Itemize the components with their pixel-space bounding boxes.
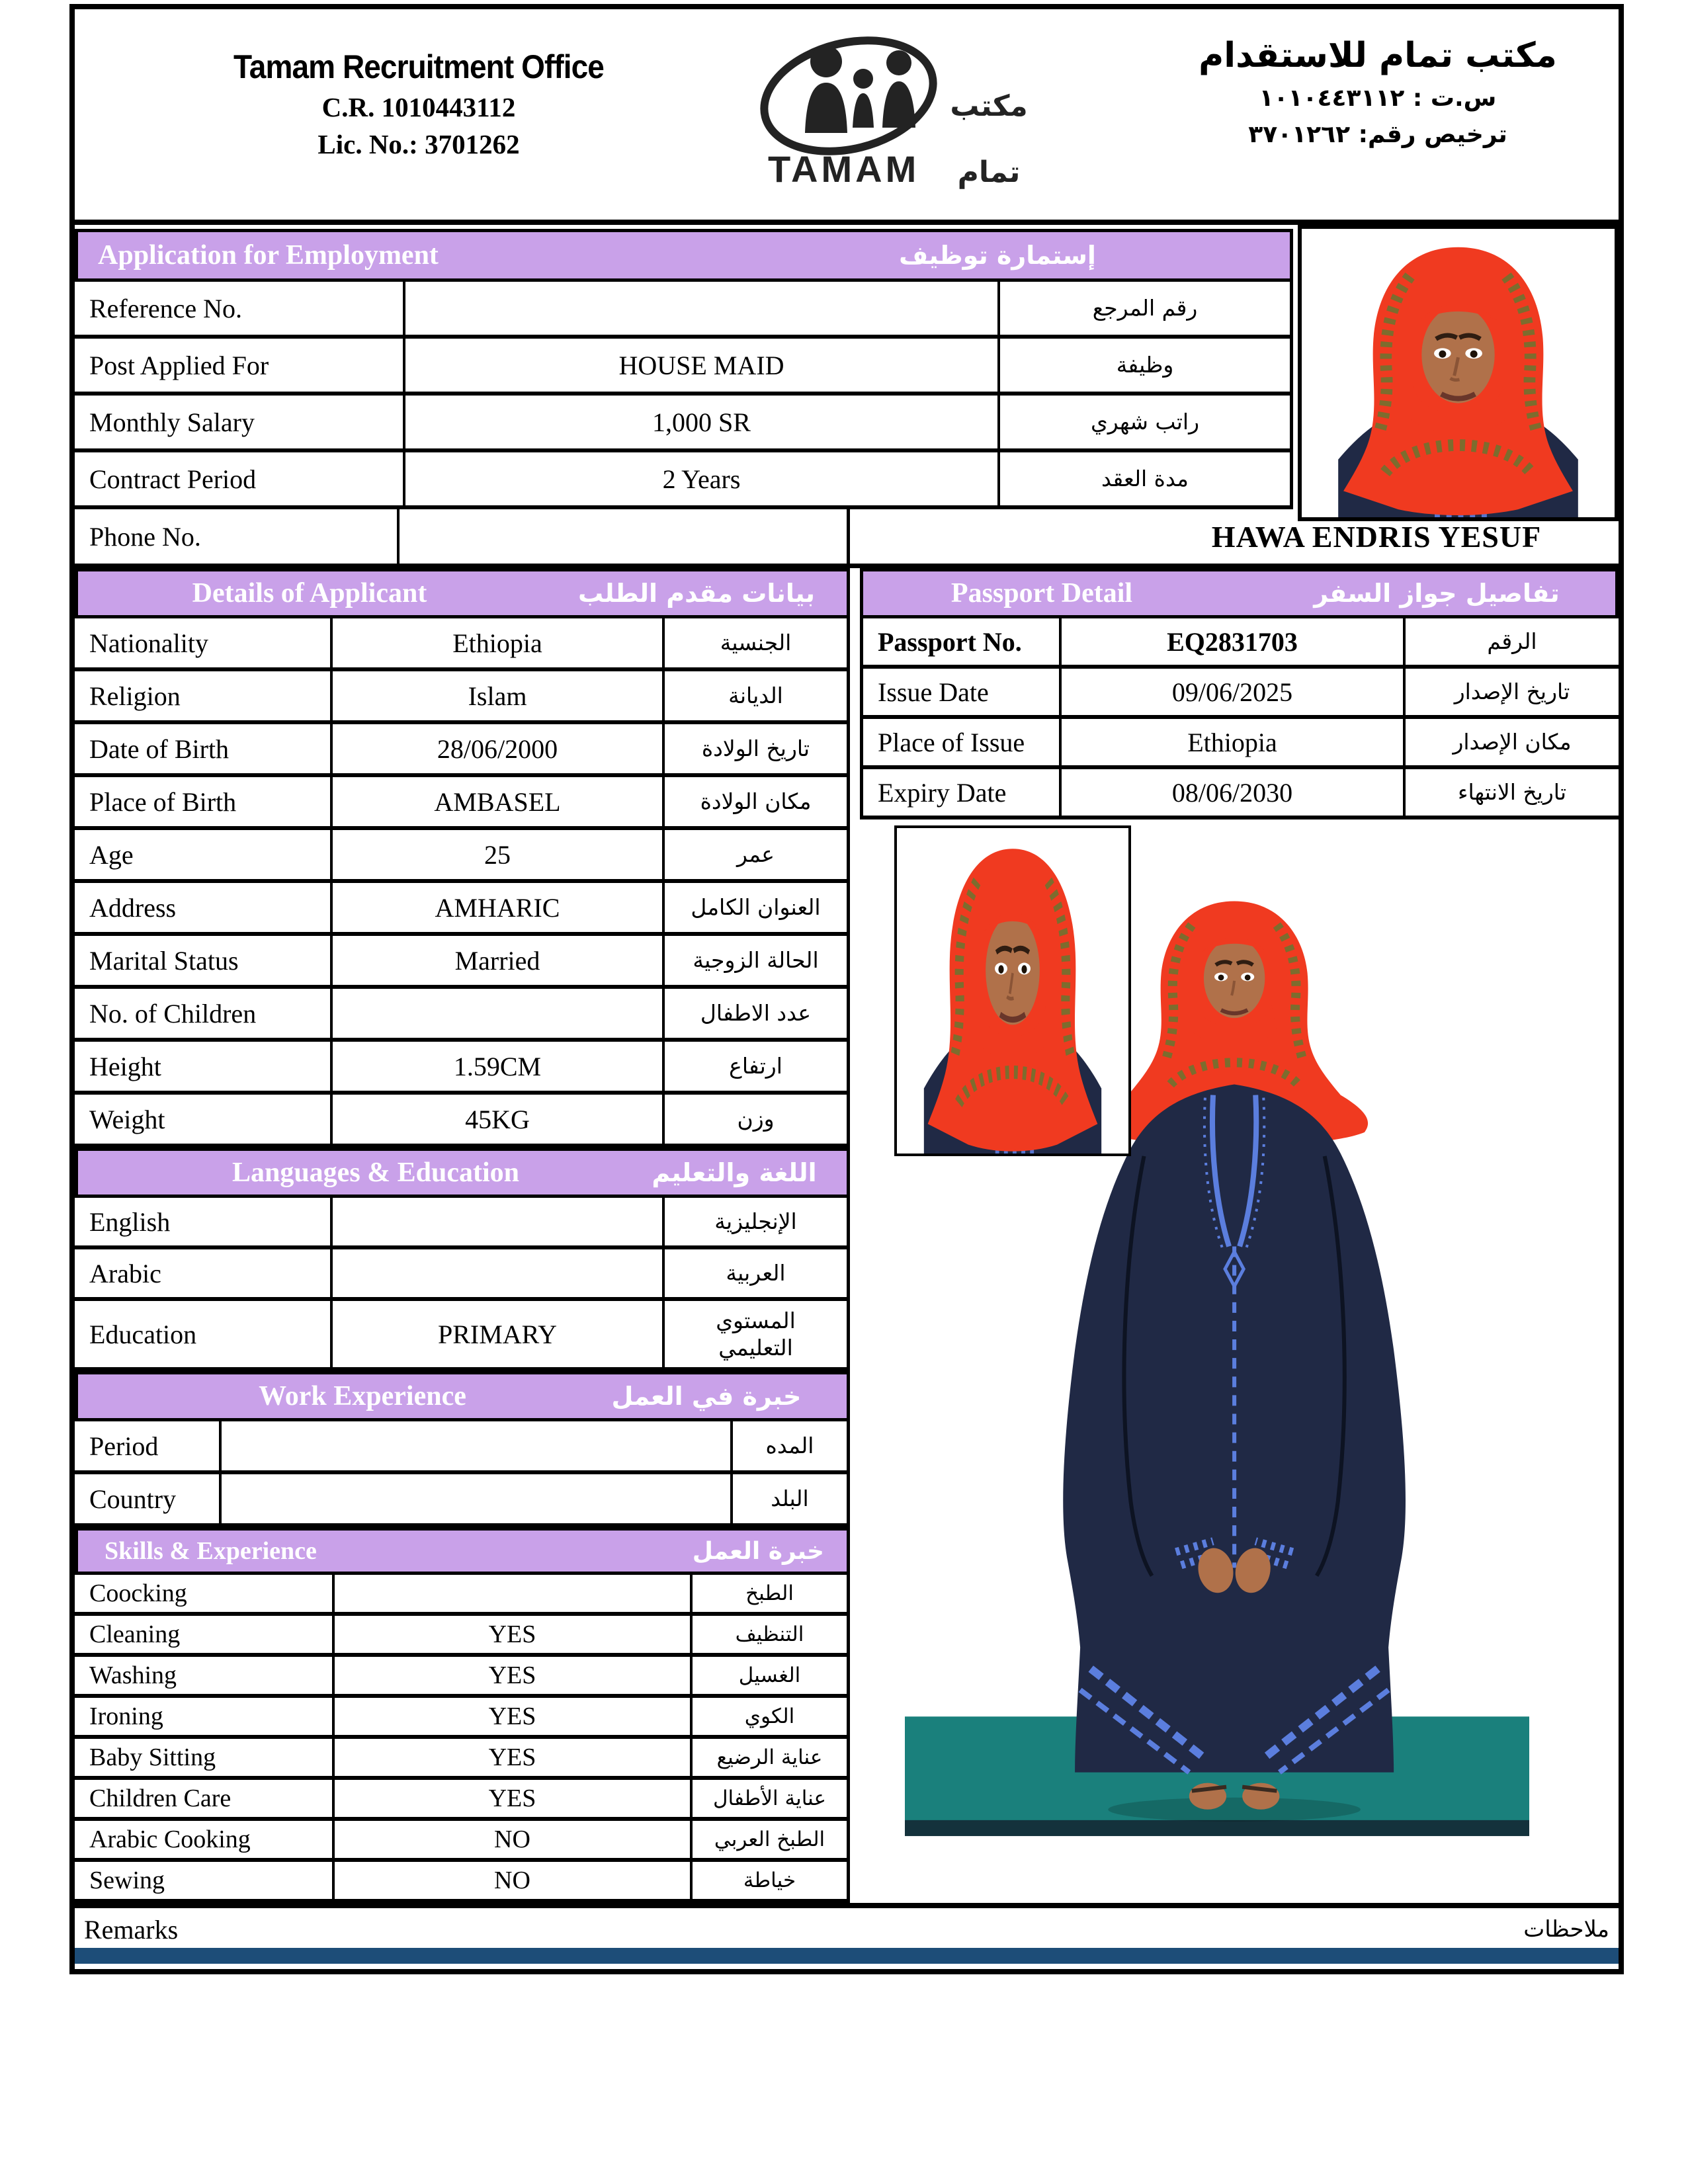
section-title-work-ar: خبرة في العمل xyxy=(611,1382,802,1411)
section-title-details-en: Details of Applicant xyxy=(192,578,427,609)
application-form xyxy=(69,220,1624,1974)
field-label: Age xyxy=(75,830,333,879)
company-identity-ar xyxy=(1160,36,1596,148)
skills-table xyxy=(75,1575,850,1903)
company-name-ar: مكتب تمام للاستقدام xyxy=(1199,36,1557,75)
field-label-ar: الطبخ xyxy=(745,1581,794,1605)
section-bar-details xyxy=(75,568,850,618)
table-row xyxy=(75,1042,847,1095)
field-value xyxy=(222,1421,733,1470)
field-value: 45KG xyxy=(333,1095,665,1144)
remarks-row xyxy=(75,1911,1619,1948)
table-row xyxy=(75,883,847,936)
field-label-ar: راتب شهري xyxy=(1090,409,1200,435)
field-label: Period xyxy=(75,1421,222,1470)
field-label: Education xyxy=(75,1301,333,1367)
table-row xyxy=(863,769,1619,819)
field-label: Post Applied For xyxy=(75,339,405,392)
field-label-ar: عدد الاطفال xyxy=(700,1000,812,1027)
field-label-ar: ارتفاع xyxy=(729,1053,782,1079)
field-value xyxy=(333,1198,665,1245)
table-row xyxy=(75,1739,847,1780)
field-label-ar: الديانة xyxy=(728,683,783,709)
table-row xyxy=(75,830,847,883)
section-title-work-en: Work Experience xyxy=(259,1381,466,1411)
table-row xyxy=(75,1821,847,1862)
section-bar-application xyxy=(75,229,1293,282)
tamam-logo-icon xyxy=(749,26,1034,202)
field-label: Baby Sitting xyxy=(75,1739,335,1776)
field-label-ar: العنوان الكامل xyxy=(691,894,821,921)
field-value xyxy=(405,282,1000,335)
field-label: Cleaning xyxy=(75,1616,335,1653)
table-row xyxy=(75,1301,847,1371)
table-row xyxy=(75,282,1290,339)
table-row xyxy=(75,671,847,724)
field-label-ar: وزن xyxy=(737,1106,775,1132)
field-label: English xyxy=(75,1198,333,1245)
table-row xyxy=(75,1698,847,1739)
field-value xyxy=(333,1249,665,1297)
field-label-ar: تاريخ الولادة xyxy=(701,735,810,762)
field-value: 2 Years xyxy=(405,452,1000,505)
field-label: Coocking xyxy=(75,1575,335,1612)
field-label-ar: الغسيل xyxy=(738,1663,801,1687)
table-row xyxy=(75,1575,847,1616)
table-row xyxy=(75,989,847,1042)
field-label: Country xyxy=(75,1474,222,1523)
table-row xyxy=(75,1780,847,1821)
remarks-label-ar: ملاحظات xyxy=(1523,1916,1609,1943)
passport-table xyxy=(860,618,1619,819)
applicant-headshot xyxy=(894,825,1131,1156)
field-label-ar: خياطة xyxy=(743,1868,796,1892)
section-title-application-ar: إستمارة توظيف xyxy=(899,241,1096,270)
field-label: Monthly Salary xyxy=(75,396,405,448)
table-row xyxy=(863,618,1619,669)
field-label-ar: الجنسية xyxy=(720,630,792,656)
field-label-ar: المستوي التعليمي xyxy=(716,1307,796,1361)
divider-line xyxy=(75,564,1619,568)
field-value xyxy=(335,1575,693,1612)
field-value: YES xyxy=(335,1698,693,1735)
field-label: Reference No. xyxy=(75,282,405,335)
field-label-ar: الحالة الزوجية xyxy=(693,947,819,974)
field-value: 1.59CM xyxy=(333,1042,665,1091)
table-row xyxy=(75,339,1290,396)
field-label-ar: وظيفة xyxy=(1116,352,1174,378)
company-cr-en: C.R. 1010443112 xyxy=(321,92,516,122)
field-value: Ethiopia xyxy=(1062,719,1406,765)
section-title-passport-ar: تفاصيل جواز السفر xyxy=(1314,579,1560,608)
section-title-details-ar: بيانات مقدم الطلب xyxy=(578,579,815,608)
field-label: Place of Birth xyxy=(75,777,333,826)
company-license-en: Lic. No.: 3701262 xyxy=(317,129,520,159)
section-title-skills-en: Skills & Experience xyxy=(105,1537,317,1565)
field-value: PRIMARY xyxy=(333,1301,665,1367)
field-value: HOUSE MAID xyxy=(405,339,1000,392)
field-label: Arabic xyxy=(75,1249,333,1297)
company-license-ar: ترخيص رقم: ٣٧٠١٢٦٢ xyxy=(1248,121,1507,148)
section-bar-skills xyxy=(75,1527,850,1575)
logo-text: TAMAM xyxy=(768,148,920,190)
field-label: Ironing xyxy=(75,1698,335,1735)
section-bar-work xyxy=(75,1371,850,1421)
field-label: Passport No. xyxy=(863,618,1062,665)
field-label: Arabic Cooking xyxy=(75,1821,335,1858)
field-label-ar: عناية الرضيع xyxy=(716,1745,823,1769)
field-label: Sewing xyxy=(75,1862,335,1899)
field-value: Married xyxy=(333,936,665,985)
letterhead xyxy=(69,4,1624,225)
field-label-ar: تاريخ الانتهاء xyxy=(1457,779,1567,806)
languages-table xyxy=(75,1198,850,1371)
section-title-passport-en: Passport Detail xyxy=(950,578,1133,609)
table-row xyxy=(75,1095,847,1148)
field-label-ar: المده xyxy=(765,1433,814,1459)
company-cr-ar: س.ت : ١٠١٠٤٤٣١١٢ xyxy=(1259,85,1497,112)
field-label: Weight xyxy=(75,1095,333,1144)
applicant-photo xyxy=(1298,225,1619,521)
table-row xyxy=(75,452,1290,509)
field-label: Address xyxy=(75,883,333,932)
field-label: Date of Birth xyxy=(75,724,333,773)
section-title-skills-ar: خبرة العمل xyxy=(692,1537,824,1565)
table-row xyxy=(75,1862,847,1903)
field-label: Marital Status xyxy=(75,936,333,985)
field-label: Place of Issue xyxy=(863,719,1062,765)
field-label-ar: الإنجليزية xyxy=(714,1208,797,1235)
field-label: No. of Children xyxy=(75,989,333,1038)
applicant-name: HAWA ENDRIS YESUF xyxy=(1211,519,1542,554)
field-value: AMHARIC xyxy=(333,883,665,932)
field-label-ar: عناية الأطفال xyxy=(713,1786,827,1810)
company-name-en: Tamam Recruitment Office xyxy=(233,48,604,85)
logo-text-ar-bottom: تمام xyxy=(957,155,1021,189)
field-value: NO xyxy=(335,1862,693,1899)
phone-name-row xyxy=(75,509,1619,564)
field-value: Ethiopia xyxy=(333,618,665,667)
field-label: Issue Date xyxy=(863,669,1062,715)
table-row xyxy=(863,669,1619,719)
field-label: Washing xyxy=(75,1657,335,1694)
table-row xyxy=(75,396,1290,452)
details-table xyxy=(75,618,850,1148)
section-bar-passport xyxy=(860,568,1619,618)
field-label: Religion xyxy=(75,671,333,720)
field-value: NO xyxy=(335,1821,693,1858)
phone-value xyxy=(400,509,850,564)
field-label: Expiry Date xyxy=(863,769,1062,816)
field-value: EQ2831703 xyxy=(1062,618,1406,665)
logo-text-ar-top: مكتب xyxy=(950,89,1028,123)
field-label-ar: الطبخ العربي xyxy=(714,1827,825,1851)
table-row xyxy=(75,1421,847,1474)
field-label-ar: البلد xyxy=(771,1486,809,1512)
field-label: Children Care xyxy=(75,1780,335,1817)
field-value: YES xyxy=(335,1657,693,1694)
divider-line xyxy=(75,1903,1619,1908)
table-row xyxy=(75,1474,847,1527)
field-value: 25 xyxy=(333,830,665,879)
table-row xyxy=(75,1198,847,1249)
table-row xyxy=(863,719,1619,769)
application-table xyxy=(75,282,1293,509)
field-value: 08/06/2030 xyxy=(1062,769,1406,816)
company-identity-en xyxy=(154,48,683,160)
field-value xyxy=(222,1474,733,1523)
section-bar-languages xyxy=(75,1148,850,1198)
remarks-label-en: Remarks xyxy=(84,1914,179,1945)
field-label-ar: رقم المرجع xyxy=(1092,295,1198,321)
field-value: Islam xyxy=(333,671,665,720)
phone-label: Phone No. xyxy=(75,509,400,564)
table-row xyxy=(75,724,847,777)
table-row xyxy=(75,936,847,989)
field-label-ar: مدة العقد xyxy=(1101,466,1189,492)
field-label: Nationality xyxy=(75,618,333,667)
field-label-ar: عمر xyxy=(737,841,775,868)
table-row xyxy=(75,618,847,671)
field-value: YES xyxy=(335,1739,693,1776)
field-label-ar: الكوي xyxy=(744,1704,795,1728)
field-label: Contract Period xyxy=(75,452,405,505)
field-value: YES xyxy=(335,1780,693,1817)
field-label-ar: الرقم xyxy=(1487,628,1537,655)
section-title-languages-en: Languages & Education xyxy=(232,1157,520,1188)
field-label: Height xyxy=(75,1042,333,1091)
field-value: 09/06/2025 xyxy=(1062,669,1406,715)
field-value: 1,000 SR xyxy=(405,396,1000,448)
table-row xyxy=(75,1249,847,1301)
field-label-ar: تاريخ الإصدار xyxy=(1454,679,1570,705)
field-value: AMBASEL xyxy=(333,777,665,826)
section-title-application-en: Application for Employment xyxy=(98,240,439,271)
field-label-ar: التنظيف xyxy=(735,1622,804,1646)
bottom-accent-bar xyxy=(75,1948,1619,1964)
field-value xyxy=(333,989,665,1038)
table-row xyxy=(75,1657,847,1698)
table-row xyxy=(75,777,847,830)
section-title-languages-ar: اللغة والتعليم xyxy=(652,1158,817,1187)
field-label-ar: العربية xyxy=(726,1260,786,1286)
table-row xyxy=(75,1616,847,1657)
field-value: 28/06/2000 xyxy=(333,724,665,773)
field-label-ar: مكان الولادة xyxy=(700,788,812,815)
work-table xyxy=(75,1421,850,1527)
field-label-ar: مكان الإصدار xyxy=(1453,729,1572,755)
field-value: YES xyxy=(335,1616,693,1653)
